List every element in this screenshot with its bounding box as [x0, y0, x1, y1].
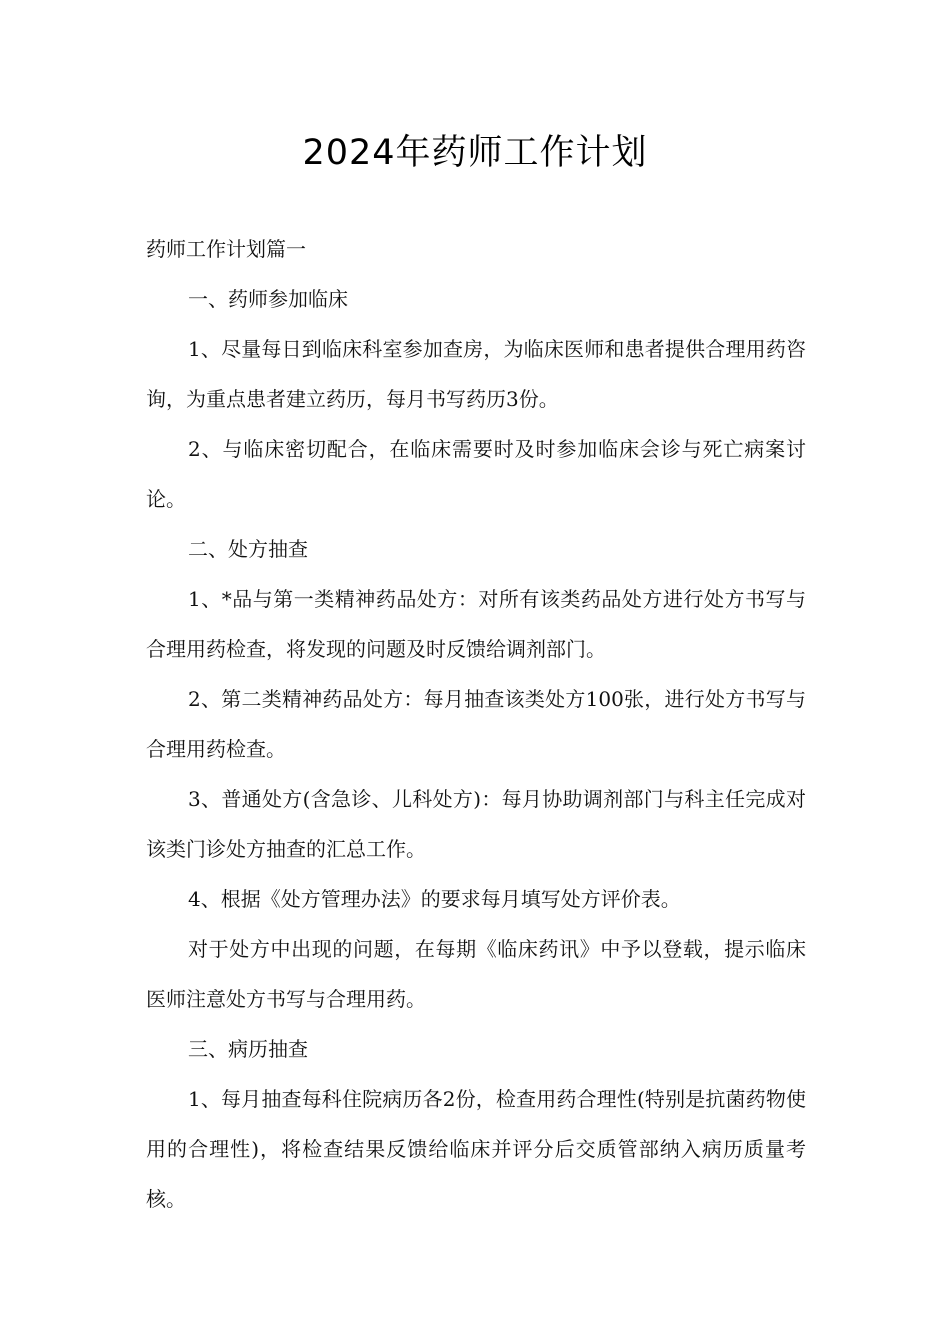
paragraph-class-two-drugs: 2、第二类精神药品处方：每月抽查该类处方100张，进行处方书写与合理用药检查。 [146, 687, 806, 761]
section-heading-clinical: 一、药师参加临床 [188, 287, 348, 311]
paragraph-series-heading: 药师工作计划篇一 [146, 237, 306, 261]
paragraph-ward-rounds: 1、尽量每日到临床科室参加查房，为临床医师和患者提供合理用药咨询，为重点患者建立药历，每月书写药历3份。 [146, 337, 806, 411]
paragraph-class-one-drugs: 1、*品与第一类精神药品处方：对所有该类药品处方进行处方书写与合理用药检查，将发现的问题及时反馈给调剂部门。 [146, 587, 806, 661]
paragraph-bulletin: 对于处方中出现的问题，在每期《临床药讯》中予以登载，提示临床医师注意处方书写与合理用药。 [146, 937, 806, 1011]
document-title: 2024年药师工作计划 [302, 133, 648, 173]
paragraph-consultation: 2、与临床密切配合，在临床需要时及时参加临床会诊与死亡病案讨论。 [146, 437, 806, 511]
section-heading-prescription: 二、处方抽查 [188, 537, 308, 561]
paragraph-evaluation-form: 4、根据《处方管理办法》的要求每月填写处方评价表。 [188, 887, 681, 911]
document-body [146, 224, 806, 1224]
paragraph-general-prescriptions: 3、普通处方(含急诊、儿科处方)：每月协助调剂部门与科主任完成对该类门诊处方抽查的汇总工作。 [146, 787, 806, 861]
section-heading-records: 三、病历抽查 [188, 1037, 308, 1061]
paragraph-records-check: 1、每月抽查每科住院病历各2份，检查用药合理性(特别是抗菌药物使用的合理性)，将检查结果反馈给临床并评分后交质管部纳入病历质量考核。 [146, 1087, 806, 1211]
